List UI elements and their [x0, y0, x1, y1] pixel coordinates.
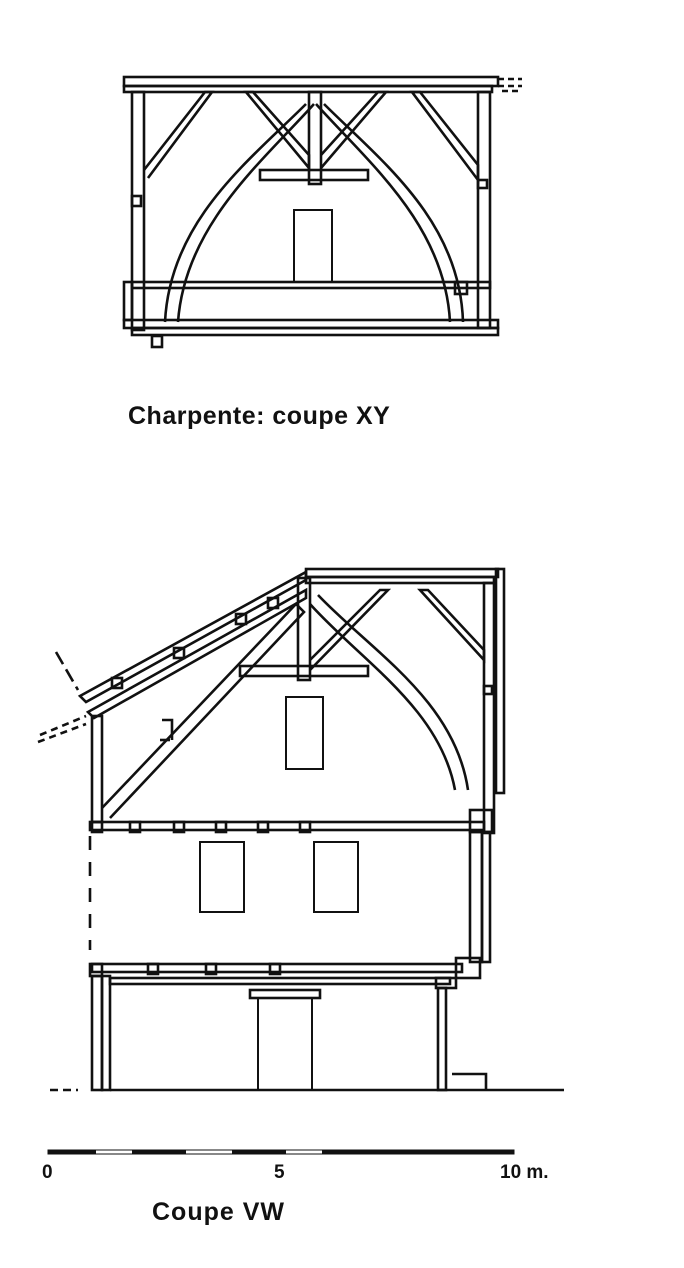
truss-section-xy: [124, 77, 522, 347]
caption-section-vw: Coupe VW: [152, 1198, 285, 1226]
scale-tick-5: 5: [274, 1162, 285, 1183]
caption-truss-section-xy: Charpente: coupe XY: [128, 402, 391, 430]
scale-tick-0: 0: [42, 1162, 53, 1183]
scale-bar: [48, 1150, 514, 1154]
scale-tick-10m: 10 m.: [500, 1162, 549, 1183]
building-section-vw: [38, 569, 564, 1090]
